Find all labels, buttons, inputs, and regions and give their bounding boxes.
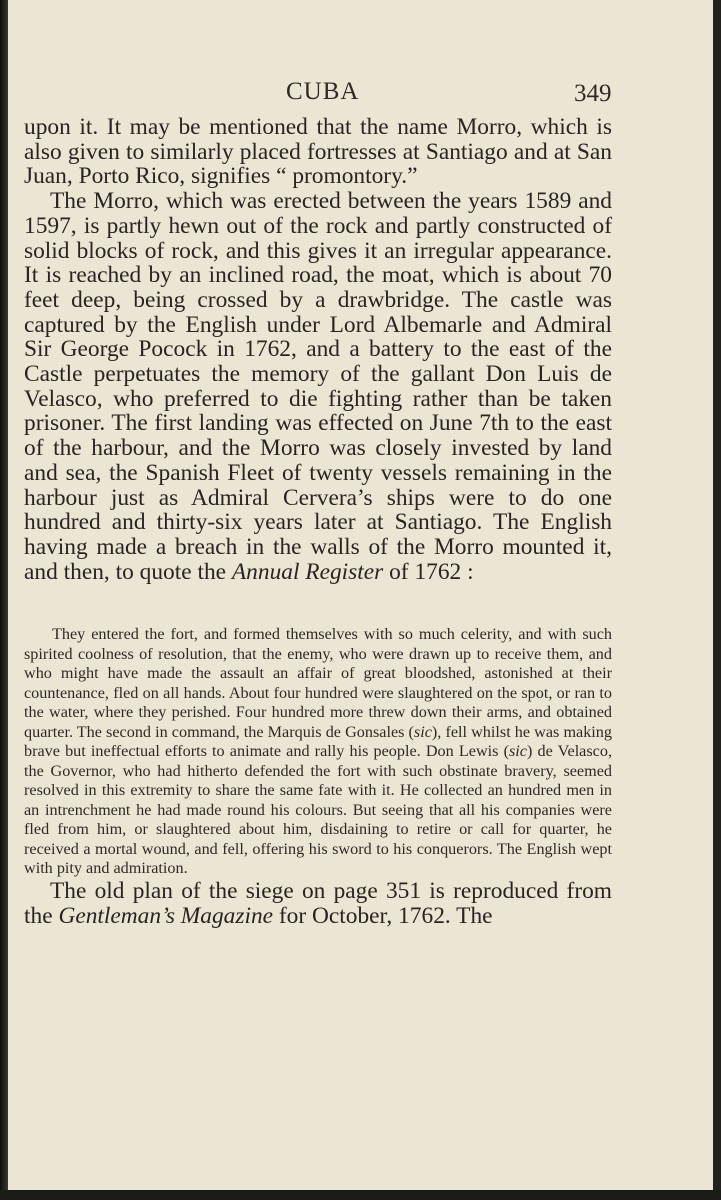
sic-annotation: sic — [508, 742, 527, 761]
book-spine-edge — [0, 0, 8, 1200]
paragraph-tail: of 1762 : — [383, 558, 474, 585]
book-bottom-edge — [0, 1190, 721, 1200]
closing-tail: for October, 1762. The — [273, 902, 493, 929]
quote-text-part2: ), fell whilst he was making brave but ineffectual efforts to animate and rally his people. Don Lewis ( — [24, 722, 612, 761]
block-quotation — [24, 625, 612, 879]
page-number: 349 — [574, 80, 612, 107]
running-title: CUBA — [286, 78, 360, 105]
paragraph-text: The Morro, which was erected between the years 1589 and 1597, is partly hewn out of the rock and partly constructed of solid blocks of rock, and this gives it an irregular appearance. It is reached by an inclined road, the moat, which is about 70 feet deep, being crossed by a drawbridge. The castle was captured by the English under Lord Albemarle and Admiral Sir George Pocock in 1762, and a battery to the east of the Castle perpetuates the memory of the gallant Don Luis de Velasco, who preferred to die fighting rather than be taken prisoner. The first landing was effected on June 7th to the east of the harbour, and the Morro was closely invested by land and sea, the Spanish Fleet of twenty vessels remaining in the harbour just as Admiral Cervera’s ships were to do one hundred and thirty-six years later at Santiago. The English having made a breach in the walls of the Morro mounted it, and then, to quote the — [24, 188, 612, 585]
quote-text-part1: They entered the fort, and formed themselves with so much celerity, and with such spirited coolness of resolution, that the enemy, who were drawn up to receive them, and who might have made the assault an affair of great bloodshed, astonished at their countenance, fled on all hands. About four hundred were slaughtered on the spot, or ran to the water, where they perished. Four hundred more threw down their arms, and obtained quarter. The second in command, the Marquis de Gonsales ( — [24, 625, 612, 741]
paragraph-morro-history — [24, 189, 612, 584]
body-text — [24, 115, 612, 928]
sic-annotation: sic — [413, 722, 432, 741]
paragraph-closing — [24, 879, 612, 928]
running-header — [8, 78, 713, 112]
source-title: Annual Register — [231, 558, 384, 585]
quote-text-part3: ) de Velasco, the Governor, who had hitherto defended the fort with such obstinate bravery, seemed resolved in this extremity to share the same fate with it. He collected an hundred men in an intrenchment he had made round his colours. But seeing that all his companies were fled from him, or slaughtered about him, disdaining to retire or call for quarter, he received a mortal wound, and fell, offering his sword to his conquerors. The English wept with pity and admiration. — [24, 742, 612, 878]
paragraph-continued: upon it. It may be mentioned that the name Morro, which is also given to similarly placed fortresses at Santiago and at San Juan, Porto Rico, signifies “ promontory.” — [24, 114, 612, 190]
closing-text: The old plan of the siege on page 351 is reproduced from the — [24, 877, 612, 929]
book-page — [8, 0, 713, 1190]
book-right-edge — [713, 0, 721, 1200]
magazine-title: Gentleman’s Magazine — [58, 902, 274, 929]
